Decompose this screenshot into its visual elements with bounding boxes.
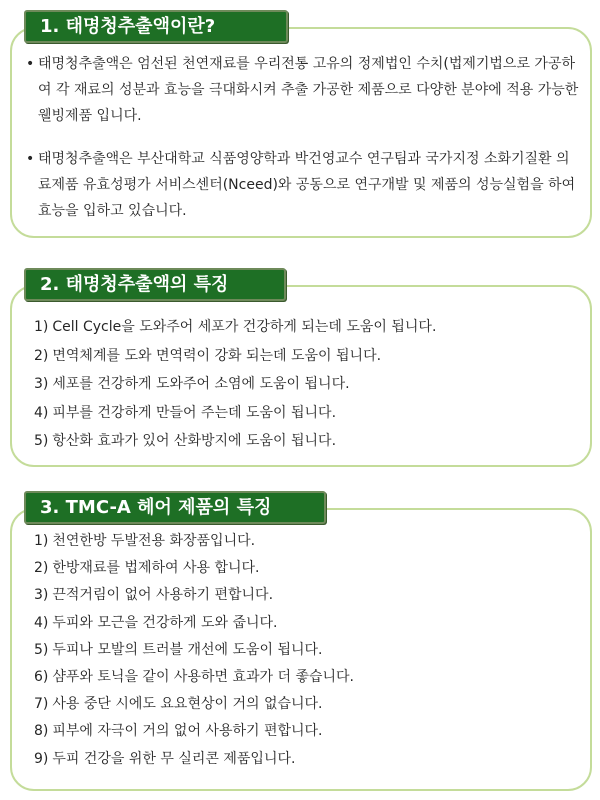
paragraph-text: 태명청추출액은 부산대학교 식품영양학과 박건영교수 연구팀과 국가지정 소화기질환 의료제품 유효성평가 서비스센터(Nceed)와 공동으로 연구개발 및 제품의 성능실험을 하여 효능을 입하고 있습니다. <box>38 151 576 219</box>
list-item: 2) 한방재료를 법제하여 사용 합니다. <box>34 560 260 577</box>
paragraph-text: 태명청추출액은 엄선된 천연재료를 우리전통 고유의 정제법인 수치(법제기법으로 가공하여 각 재료의 성분과 효능을 극대화시켜 추출 가공한 제품으로 다양한 분야에 적용 가능한 웰빙제품 입니다. <box>38 56 579 124</box>
list-item: 3) 끈적거림이 없어 사용하기 편합니다. <box>34 587 274 604</box>
list-item: 8) 피부에 자극이 거의 없어 사용하기 편합니다. <box>34 723 323 740</box>
list-item: 1) Cell Cycle을 도와주어 세포가 건강하게 되는데 도움이 됩니다. <box>34 319 437 335</box>
section-3-list <box>34 528 354 773</box>
list-item: 5) 두피나 모발의 트러블 개선에 도움이 됩니다. <box>34 641 323 658</box>
list-item: 1) 천연한방 두발전용 화장품입니다. <box>34 533 256 549</box>
section-3-title: 3. TMC-A 헤어 제품의 특징 <box>24 491 326 524</box>
list-item: 9) 두피 건강을 위한 무 실리콘 제품입니다. <box>34 750 296 767</box>
section-1-title: 1. 태명청추출액이란? <box>24 10 288 43</box>
section-1-paragraph-1 <box>26 51 582 129</box>
bullet-icon: • <box>26 56 35 72</box>
list-item: 4) 피부를 건강하게 만들어 주는데 도움이 됩니다. <box>34 404 337 421</box>
section-1-paragraph-2 <box>26 146 582 224</box>
list-item: 4) 두피와 모근을 건강하게 도와 줍니다. <box>34 614 278 631</box>
list-item: 6) 샴푸와 토닉을 같이 사용하면 효과가 더 좋습니다. <box>34 669 355 686</box>
list-item: 7) 사용 중단 시에도 요요현상이 거의 없습니다. <box>34 696 323 713</box>
list-item: 5) 항산화 효과가 있어 산화방지에 도움이 됩니다. <box>34 433 337 449</box>
section-2-title: 2. 태명청추출액의 특징 <box>24 268 286 301</box>
section-2-list <box>34 313 436 456</box>
bullet-icon: • <box>26 151 35 167</box>
list-item: 2) 면역체계를 도와 면역력이 강화 되는데 도움이 됩니다. <box>34 347 382 364</box>
list-item: 3) 세포를 건강하게 도와주어 소염에 도움이 됩니다. <box>34 376 350 392</box>
